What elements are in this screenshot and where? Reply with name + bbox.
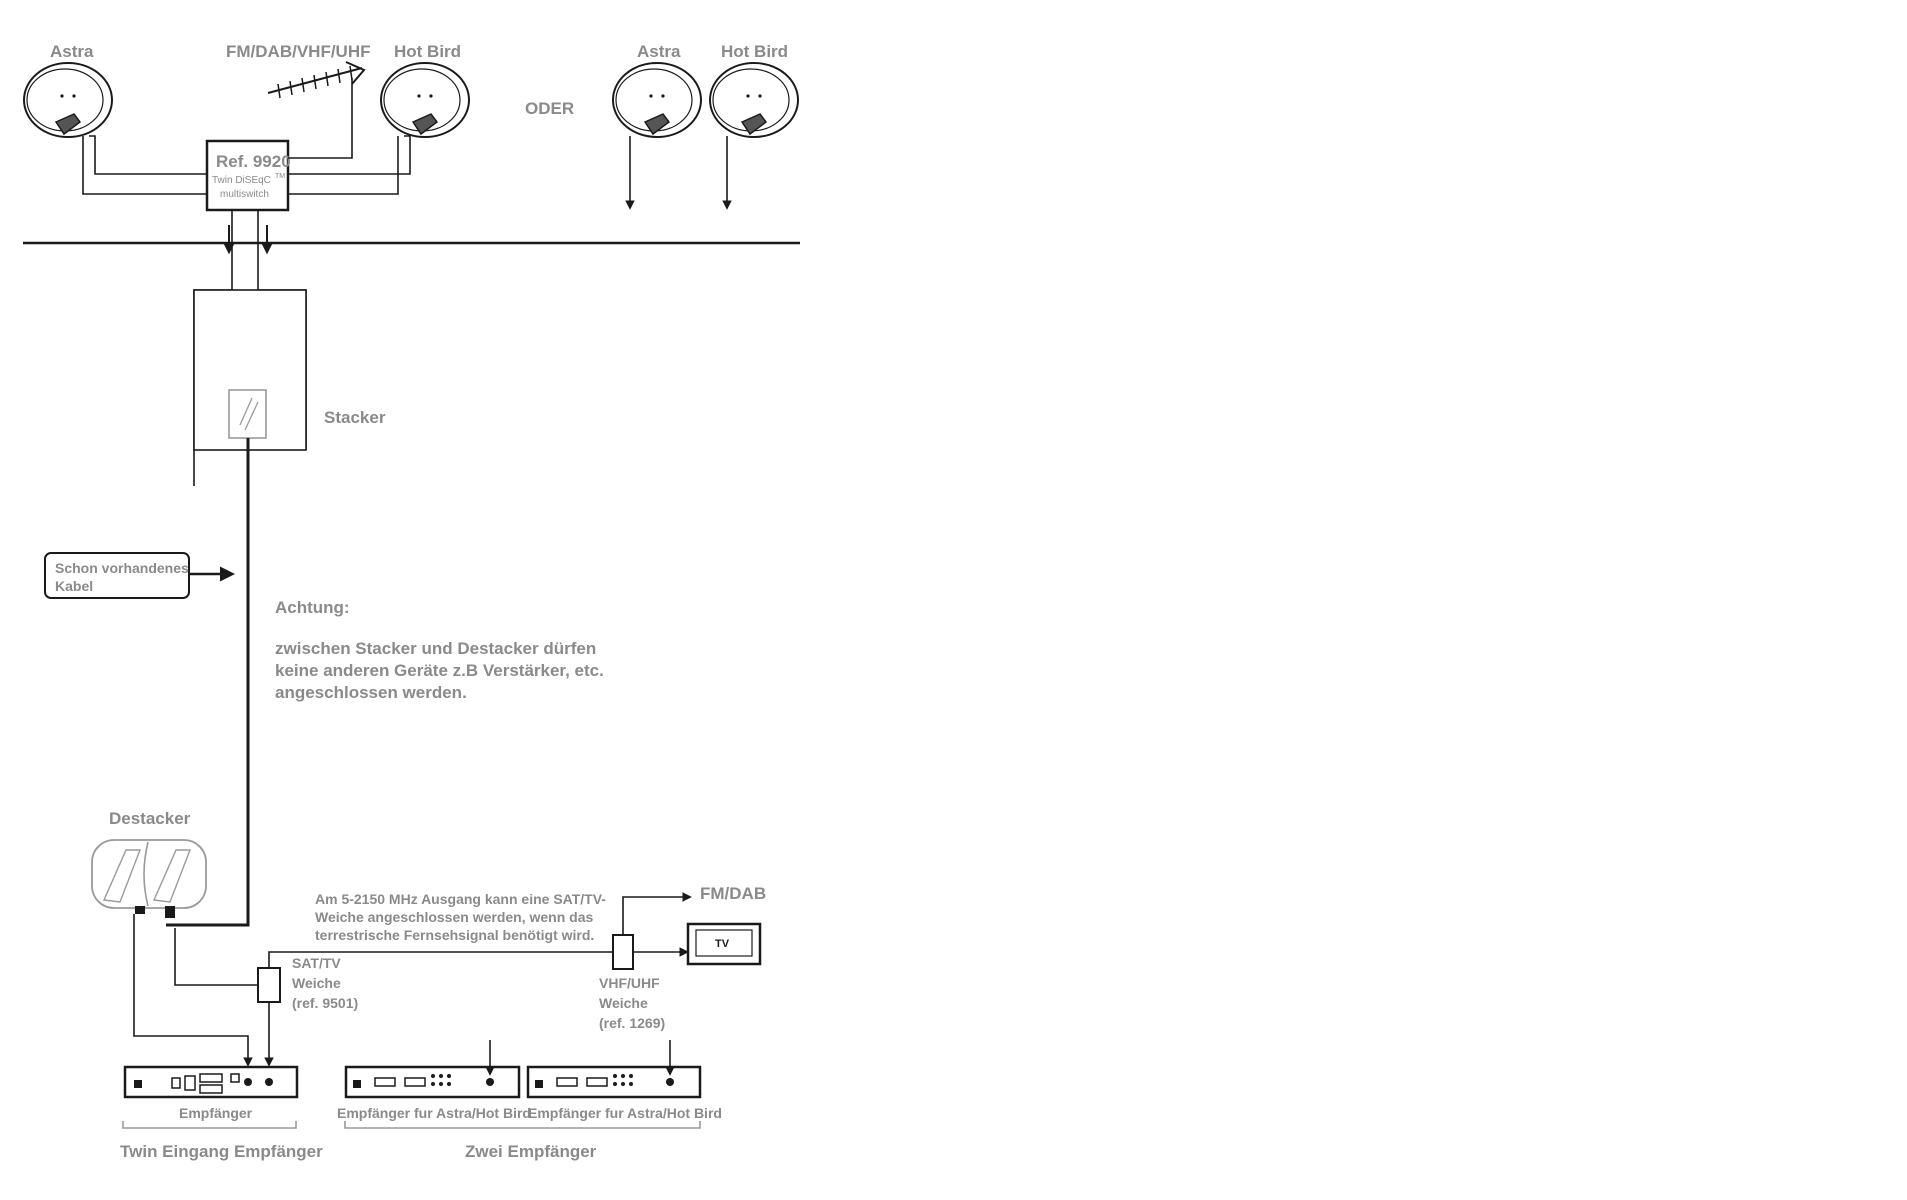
- astra-right-label: Astra: [637, 42, 681, 61]
- vhfuhf-line1: VHF/UHF: [599, 975, 660, 991]
- destacker-label: Destacker: [109, 809, 191, 828]
- oder-label: ODER: [525, 99, 575, 118]
- fm-dab-label: FM/DAB: [700, 884, 767, 903]
- twin-receiver: [125, 1067, 297, 1097]
- tv-icon: [688, 924, 760, 964]
- warning-line2: keine anderen Geräte z.B Verstärker, etc.: [275, 661, 604, 680]
- twin-group-label: Twin Eingang Empfänger: [120, 1142, 323, 1161]
- two-group-label: Zwei Empfänger: [465, 1142, 597, 1161]
- svg-text:TV: TV: [715, 938, 730, 950]
- vhfuhf-line2: Weiche: [599, 995, 648, 1011]
- multiswitch-box: [207, 141, 291, 210]
- astra-left-label: Astra: [50, 42, 94, 61]
- sattv-line1: SAT/TV: [292, 955, 341, 971]
- stacker-label: Stacker: [324, 408, 386, 427]
- hotbird-right-label: Hot Bird: [721, 42, 789, 61]
- existing-cable-line1: Schon vorhandenes: [55, 560, 189, 576]
- multiswitch-tm: TM: [275, 173, 286, 180]
- twin-bracket: [123, 1121, 296, 1128]
- warning-line3: angeschlossen werden.: [275, 683, 467, 702]
- hotbird-left-label: Hot Bird: [394, 42, 462, 61]
- receiver-a-label: Empfänger fur Astra/Hot Bird: [337, 1105, 531, 1121]
- satellite-dish-icon: [613, 63, 701, 137]
- note-line3: terrestrische Fernsehsignal benötigt wird.: [315, 927, 595, 943]
- existing-cable-line2: Kabel: [55, 578, 94, 594]
- receiver-astra-hotbird-b: [528, 1040, 700, 1097]
- warning-line1: zwischen Stacker und Destacker dürfen: [275, 639, 597, 658]
- twin-receiver-label: Empfänger: [179, 1105, 253, 1121]
- terrestrial-antenna-icon: [268, 62, 364, 98]
- antenna-label: FM/DAB/VHF/UHF: [226, 42, 371, 61]
- multiswitch-line1: Twin DiSEqC: [212, 175, 271, 186]
- multiswitch-line2: multiswitch: [220, 189, 269, 200]
- note-line1: Am 5-2150 MHz Ausgang kann eine SAT/TV-: [315, 891, 606, 907]
- existing-cable-callout: [45, 553, 232, 598]
- vhfuhf-line3: (ref. 1269): [599, 1015, 666, 1031]
- destacker-outputs: [134, 914, 258, 1065]
- destacker-device: [92, 840, 206, 918]
- satellite-dish-icon: [381, 63, 469, 137]
- two-receivers-bracket: [345, 1121, 700, 1128]
- multiswitch-ref: Ref. 9920: [216, 152, 291, 171]
- satellite-dish-icon: [24, 63, 112, 137]
- satellite-dish-icon: [710, 63, 798, 137]
- receiver-astra-hotbird-a: [346, 1040, 519, 1097]
- vhfuhf-splitter: [613, 897, 690, 969]
- receiver-b-label: Empfänger fur Astra/Hot Bird: [528, 1105, 722, 1121]
- warning-title: Achtung:: [275, 598, 350, 617]
- sattv-line2: Weiche: [292, 975, 341, 991]
- stacker-box: [194, 290, 306, 450]
- note-line2: Weiche angeschlossen werden, wenn das: [315, 909, 594, 925]
- sattv-line3: (ref. 9501): [292, 995, 359, 1011]
